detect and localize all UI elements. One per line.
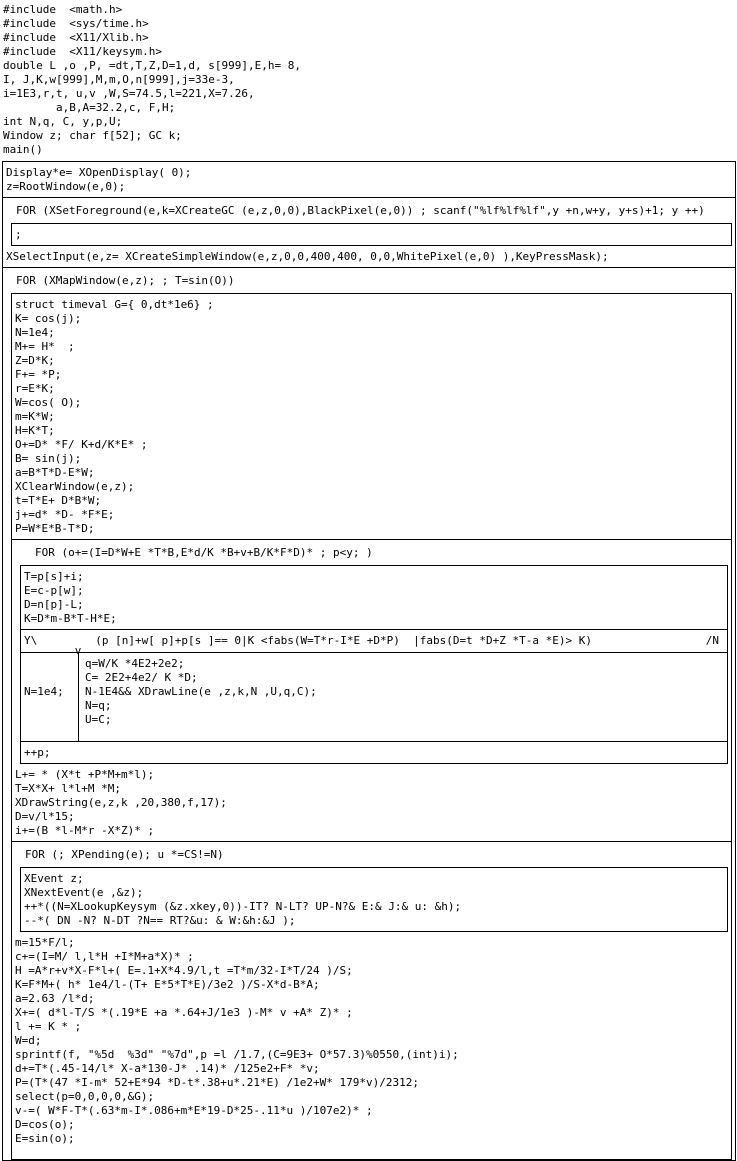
code-line: a=2.63 /l*d;	[15, 992, 95, 1005]
source-preamble	[0, 0, 737, 157]
decision-header	[21, 629, 727, 652]
code-line: W=cos( O);	[15, 396, 82, 409]
code-line: z=RootWindow(e,0);	[6, 180, 126, 193]
code-line: j+=d* *D- *F*E;	[15, 508, 115, 521]
update-statements	[12, 932, 731, 1149]
code-line: ++p;	[24, 746, 51, 759]
for-main-body-box	[11, 293, 732, 1160]
code-line: XNextEvent(e ,&z);	[24, 886, 144, 899]
code-line: ;	[15, 228, 22, 241]
code-line: t=T*E+ D*B*W;	[15, 494, 102, 507]
code-line: C= 2E2+4e2/ K *D;	[85, 671, 198, 684]
main-function-box	[2, 161, 736, 1161]
code-line: c+=(I=M/ l,l*H +I*M+a*X)* ;	[15, 950, 194, 963]
for-scanf-header: FOR (XSetForeground(e,k=XCreateGC (e,z,0,0),BlackPixel(e,0)) ; scanf("%lf%lf%lf",y +n,w+y, y+s)+1; y ++)	[3, 197, 735, 223]
code-line: M+= H* ;	[15, 340, 75, 353]
for-events-body-box	[20, 867, 728, 932]
code-line: l += K * ;	[15, 1020, 82, 1033]
code-line: #include <math.h>	[3, 3, 123, 16]
code-line: d+=T*(.45-14/l* X-a*130-J* .14)* /125e2+F* *v;	[15, 1062, 320, 1075]
code-line: L+= * (X*t +P*M+m*l);	[15, 768, 155, 781]
code-line: r=E*K;	[15, 382, 55, 395]
code-line: m=15*F/l;	[15, 936, 75, 949]
code-line: H =A*r+v*X-F*l+( E=.1+X*4.9/l,t =T*m/32-I*T/24 )/S;	[15, 964, 353, 977]
code-line: K=D*m-B*T-H*E;	[24, 612, 117, 625]
statements	[12, 224, 731, 245]
code-line: struct timeval G={ 0,dt*1e6} ;	[15, 298, 214, 311]
code-line: i=1E3,r,t, u,v ,W,S=74.5,l=221,X=7.26,	[3, 87, 255, 100]
code-line: v-=( W*F-T*(.63*m-I*.086+m*E*19-D*25-.11*u )/107e2)* ;	[15, 1104, 373, 1117]
code-line: Window z; char f[52]; GC k;	[3, 129, 182, 142]
code-line: select(p=0,0,0,0,&G);	[15, 1090, 155, 1103]
code-line: T=X*X+ l*l+M *M;	[15, 782, 121, 795]
code-line: U=C;	[85, 713, 112, 726]
code-line: m=K*W;	[15, 410, 55, 423]
code-line: a,B,A=32.2,c, F,H;	[3, 101, 176, 114]
code-line: a=B*T*D-E*W;	[15, 466, 95, 479]
statements	[21, 741, 727, 763]
code-line: E=sin(o);	[15, 1132, 75, 1145]
code-line: #include <X11/keysym.h>	[3, 45, 162, 58]
select-input-statement	[3, 246, 735, 267]
code-line: W=d;	[15, 1034, 42, 1047]
code-line: X+=( d*l-T/S *(.19*E +a *.64+J/1e3 )-M* v +A* Z)* ;	[15, 1006, 353, 1019]
code-line: E=c-p[w];	[24, 584, 84, 597]
code-line: D=n[p]-L;	[24, 598, 84, 611]
decision-no-label: /N	[705, 634, 719, 647]
code-line: H=K*T;	[15, 424, 55, 437]
code-line: #include <X11/Xlib.h>	[3, 31, 149, 44]
decision-condition: (p [n]+w[ p]+p[s ]== 0|K <fabs(W=T*r-I*E +D*P) |fabs(D=t *D+Z *T-a *E)> K)	[95, 634, 592, 647]
code-line: T=p[s]+i;	[24, 570, 84, 583]
code-line: XSelectInput(e,z= XCreateSimpleWindow(e,z,0,0,400,400, 0,0,WhitePixel(e,0) ),KeyPressMask);	[6, 250, 609, 263]
code-line: XEvent z;	[24, 872, 84, 885]
code-line: i+=(B *l-M*r -X*Z)* ;	[15, 824, 155, 837]
decision-yes-label: Y\	[24, 634, 38, 647]
code-line: ++*((N=XLookupKeysym (&z.xkey,0))-IT? N-LT? UP-N?& E:& J:& u: &h);	[24, 900, 462, 913]
code-line: N=1e4;	[15, 326, 55, 339]
code-line: --*( DN -N? N-DT ?N== RT?&u: & W:&h:&J );	[24, 914, 296, 927]
code-line: Z=D*K;	[15, 354, 55, 367]
for-main-header: FOR (XMapWindow(e,z); ; T=sin(O))	[3, 267, 735, 293]
code-line: D=cos(o);	[15, 1118, 75, 1131]
decision-no-cell	[78, 653, 727, 741]
code-line: #include <sys/time.h>	[3, 17, 149, 30]
flow-arrow-v-icon: v	[74, 644, 82, 657]
for-events-header: FOR (; XPending(e); u *=CS!=N)	[12, 841, 731, 867]
code-line: int N,q, C, y,p,U;	[3, 115, 123, 128]
code-line: F+= *P;	[15, 368, 62, 381]
code-line: K=F*M+( h* 1e4/l-(T+ E*5*T*E)/3e2 )/S-X*d-B*A;	[15, 978, 320, 991]
code-line: main()	[3, 143, 43, 156]
code-line: XClearWindow(e,z);	[15, 480, 135, 493]
code-line: sprintf(f, "%5d %3d" "%7d",p =l /1.7,(C=9E3+ O*57.3)%0550,(int)i);	[15, 1048, 459, 1061]
for-plot-body-box	[20, 565, 728, 764]
decision-yes-cell	[21, 653, 78, 741]
code-line: P=W*E*B-T*D;	[15, 522, 95, 535]
for-scanf-body-box	[11, 223, 732, 246]
code-line: O+=D* *F/ K+d/K*E* ;	[15, 438, 148, 451]
code-line: D=v/l*15;	[15, 810, 75, 823]
for-plot-header: FOR (o+=(I=D*W+E *T*B,E*d/K *B+v+B/K*F*D)* ; p<y; )	[12, 539, 731, 565]
code-line: K= cos(j);	[15, 312, 82, 325]
init-statements	[3, 162, 735, 197]
code-line: P=(T*(47 *I-m* 52+E*94 *D-t*.38+u*.21*E) /1e2+W* 179*v)/2312;	[15, 1076, 419, 1089]
code-line: Display*e= XOpenDisplay( 0);	[6, 166, 192, 179]
draw-statements	[12, 764, 731, 841]
decision-branches	[21, 644, 727, 741]
statements	[21, 566, 727, 629]
code-line: B= sin(j);	[15, 452, 82, 465]
code-line: XDrawString(e,z,k ,20,380,f,17);	[15, 796, 227, 809]
code-line: q=W/K *4E2+2e2;	[85, 657, 185, 670]
code-line: double L ,o ,P, =dt,T,Z,D=1,d, s[999],E,h= 8,	[3, 59, 302, 72]
code-line: N-1E4&& XDrawLine(e ,z,k,N ,U,q,C);	[85, 685, 317, 698]
statements	[21, 868, 727, 931]
code-line: N=q;	[85, 699, 112, 712]
setup-statements	[12, 294, 731, 539]
code-line: N=1e4;	[24, 685, 64, 698]
code-line: I, J,K,w[999],M,m,O,n[999],j=33e-3,	[3, 73, 235, 86]
